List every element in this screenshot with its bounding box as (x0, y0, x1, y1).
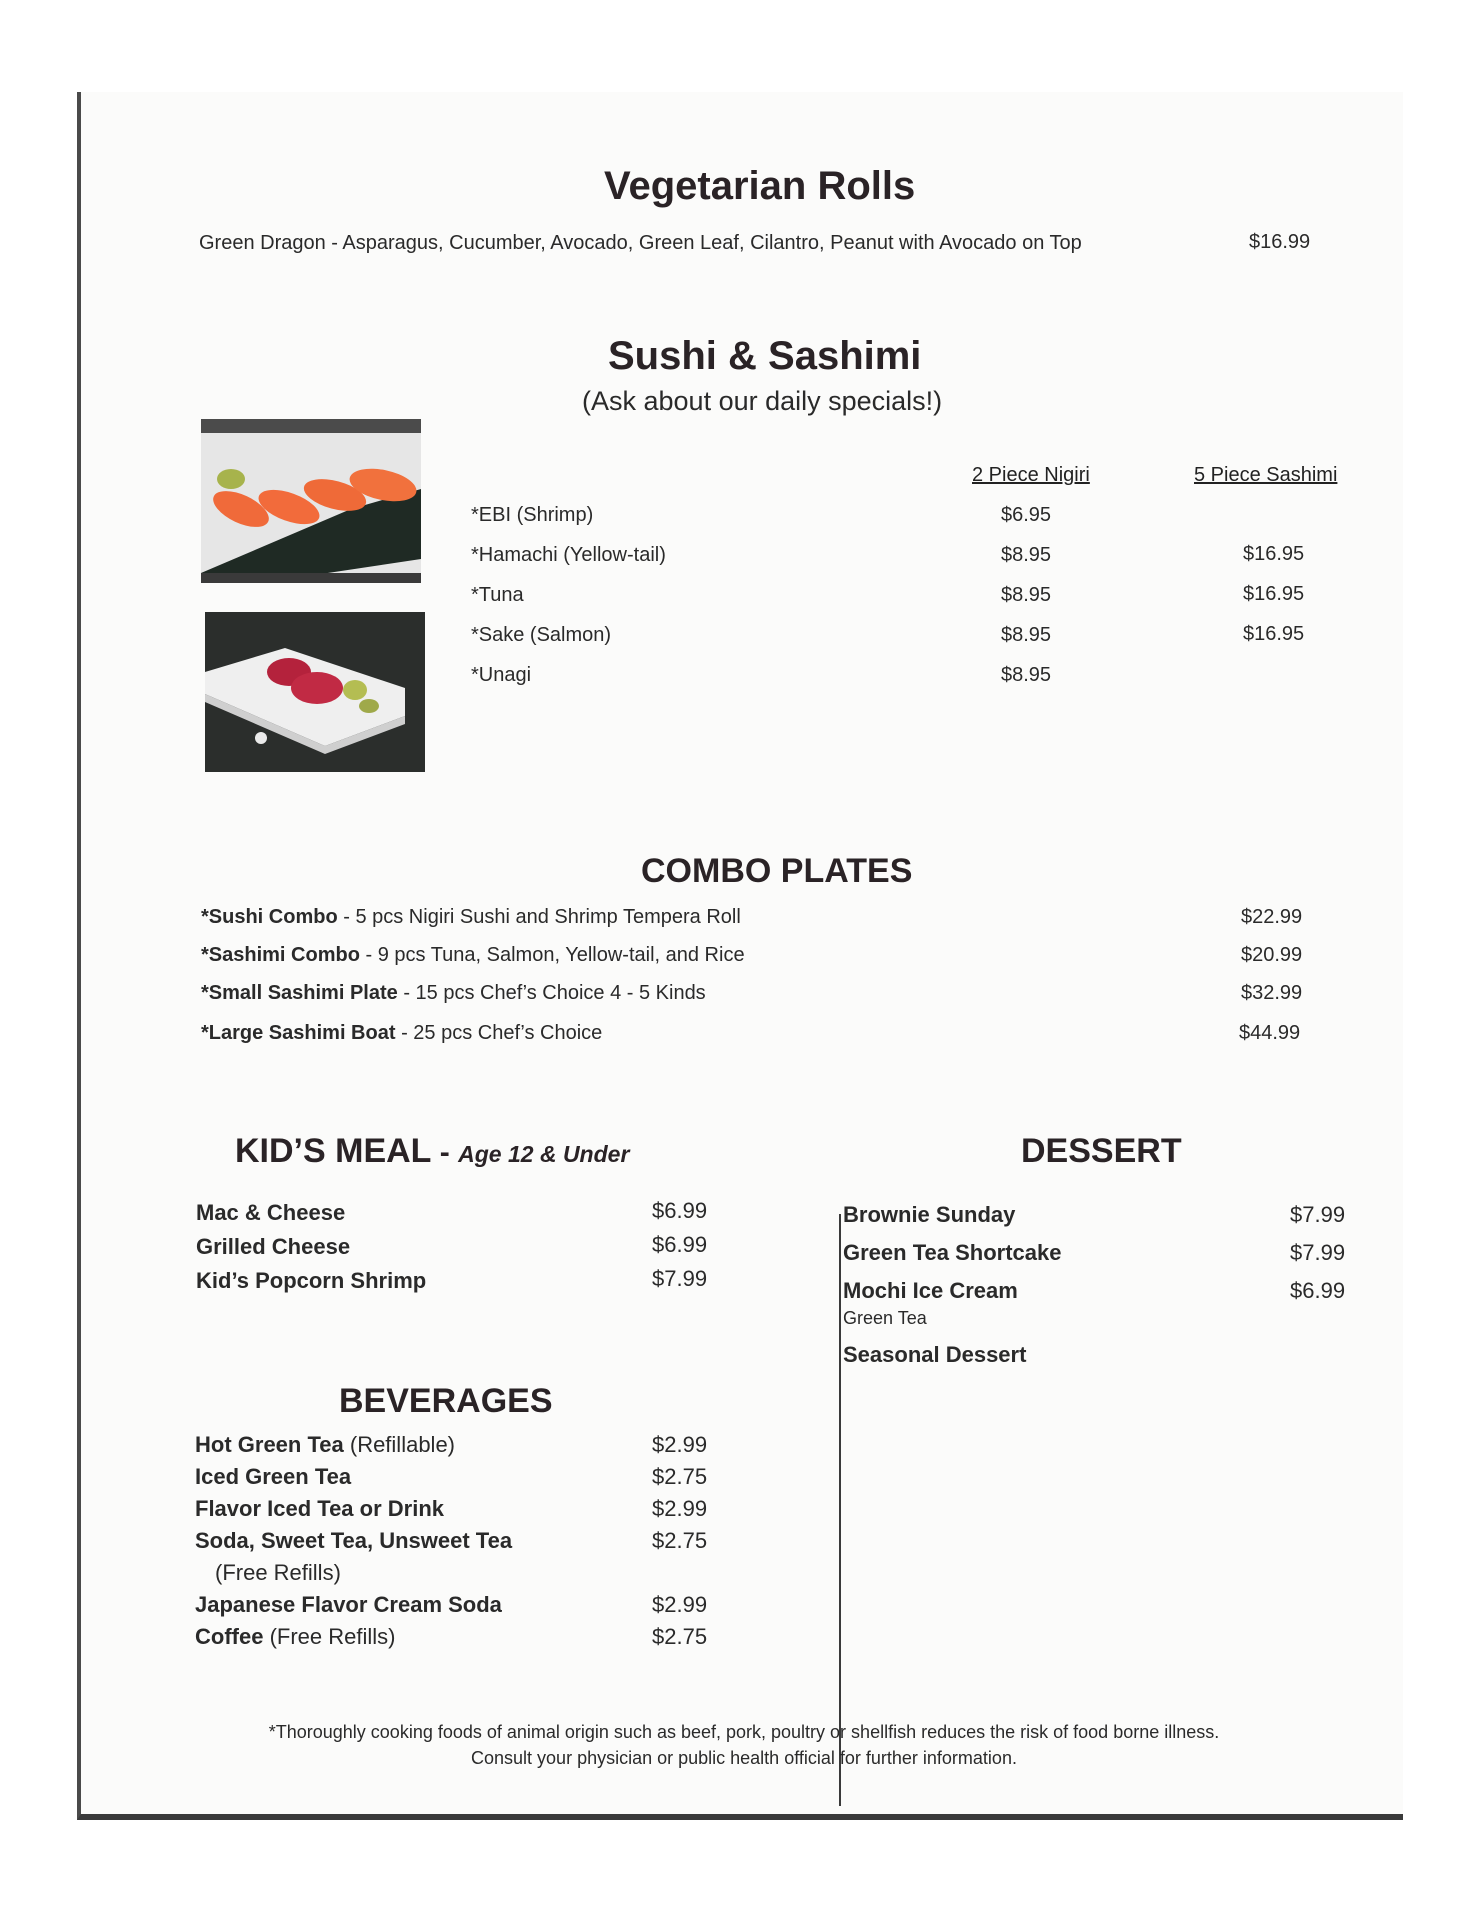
sushi-subtitle: (Ask about our daily specials!) (582, 386, 943, 416)
beverage-item-price: $2.75 (652, 1464, 708, 1489)
soda-refill-note: (Free Refills) (215, 1560, 341, 1585)
combo-item-name: *Small Sashimi Plate (201, 982, 398, 1004)
sushi-item-nigiri-price: $8.95 (1001, 544, 1052, 566)
kids-item-name: Kid’s Popcorn Shrimp (196, 1268, 427, 1293)
combo-item (201, 944, 745, 967)
sushi-item-nigiri-price: $8.95 (1001, 624, 1052, 646)
sushi-item-name: *Unagi (471, 664, 532, 686)
beverage-item-price: $2.75 (652, 1528, 708, 1553)
kids-subtitle: Age 12 & Under (458, 1141, 630, 1167)
dessert-item-price: $6.99 (1290, 1278, 1346, 1303)
beverage-item (195, 1464, 351, 1490)
sushi-item-nigiri-price: $8.95 (1001, 584, 1052, 606)
beverage-item-name: Japanese Flavor Cream Soda (195, 1592, 502, 1617)
combo-item-price: $20.99 (1241, 944, 1303, 966)
col-header-nigiri: 2 Piece Nigiri (972, 464, 1090, 486)
sushi-item-nigiri-price: $8.95 (1001, 664, 1052, 686)
combo-item-desc: - 9 pcs Tuna, Salmon, Yellow-tail, and Rice (359, 944, 745, 966)
beverages-title: BEVERAGES (339, 1382, 553, 1420)
dessert-item-price: $7.99 (1290, 1240, 1346, 1265)
sushi-item-name: *EBI (Shrimp) (471, 504, 594, 526)
combo-item-name: *Large Sashimi Boat (201, 1022, 396, 1044)
sushi-item-sashimi-price: $16.95 (1243, 583, 1305, 605)
beverage-item-price: $2.75 (652, 1624, 708, 1649)
sushi-item-sashimi-price: $16.95 (1243, 543, 1305, 565)
beverage-item-price: $2.99 (652, 1592, 708, 1617)
beverage-item-name: Iced Green Tea (195, 1464, 352, 1489)
combo-item (201, 1022, 602, 1045)
footer-disclaimer-2: Consult your physician or public health official for further information. (471, 1748, 1017, 1768)
beverage-item-price: $2.99 (652, 1432, 708, 1457)
sushi-item-name: *Tuna (471, 584, 524, 606)
combo-item-desc: - 15 pcs Chef’s Choice 4 - 5 Kinds (397, 982, 706, 1004)
green-dragon-price: $16.99 (1249, 231, 1311, 253)
beverage-item-name: Coffee (195, 1624, 264, 1649)
dessert-item-name: Mochi Ice Cream (843, 1278, 1018, 1303)
kids-dash: - (431, 1136, 459, 1169)
dessert-item-name: Seasonal Dessert (843, 1342, 1027, 1367)
combo-item (201, 906, 741, 929)
vegetarian-title: Vegetarian Rolls (604, 164, 916, 208)
col-header-sashimi: 5 Piece Sashimi (1194, 464, 1338, 486)
green-dragon-name: Green Dragon (199, 232, 326, 254)
combo-item-desc: - 5 pcs Nigiri Sushi and Shrimp Tempera Roll (337, 906, 741, 928)
combo-item (201, 982, 706, 1005)
combo-item-price: $32.99 (1241, 982, 1303, 1004)
combo-item-price: $44.99 (1239, 1022, 1301, 1044)
beverage-item-price: $2.99 (652, 1496, 708, 1521)
green-dragon-desc: - Asparagus, Cucumber, Avocado, Green Leaf, Cilantro, Peanut with Avocado on Top (325, 232, 1082, 254)
combo-item-name: *Sashimi Combo (201, 944, 360, 966)
beverage-item-name: Hot Green Tea (195, 1432, 344, 1457)
combo-title: COMBO PLATES (641, 852, 913, 890)
kids-item-price: $7.99 (652, 1266, 708, 1291)
beverage-item-name: Flavor Iced Tea or Drink (195, 1496, 445, 1521)
beverage-item (195, 1432, 455, 1458)
beverage-item (195, 1496, 444, 1522)
kids-title: KID’S MEAL (235, 1132, 432, 1170)
green-dragon-item (199, 232, 1082, 255)
kids-item-price: $6.99 (652, 1198, 708, 1223)
beverage-item-name: Soda, Sweet Tea, Unsweet Tea (195, 1528, 513, 1553)
beverage-item (195, 1624, 395, 1650)
beverage-item (195, 1592, 502, 1618)
nigiri-photo-1 (201, 419, 421, 583)
nigiri-photo-2 (205, 612, 425, 772)
kids-item-name: Grilled Cheese (196, 1234, 351, 1259)
sushi-item-name: *Hamachi (Yellow-tail) (471, 544, 666, 566)
mochi-flavor-note: Green Tea (843, 1308, 927, 1328)
dessert-title: DESSERT (1021, 1132, 1182, 1170)
kids-item-price: $6.99 (652, 1232, 708, 1257)
kids-heading (235, 1132, 629, 1171)
sushi-item-nigiri-price: $6.95 (1001, 504, 1052, 526)
dessert-item-name: Green Tea Shortcake (843, 1240, 1062, 1265)
kids-item-name: Mac & Cheese (196, 1200, 346, 1225)
sushi-title: Sushi & Sashimi (608, 334, 922, 378)
combo-item-name: *Sushi Combo (201, 906, 338, 928)
beverage-item (195, 1528, 512, 1554)
beverage-item-note: (Refillable) (343, 1432, 456, 1457)
combo-item-price: $22.99 (1241, 906, 1303, 928)
sushi-item-name: *Sake (Salmon) (471, 624, 612, 646)
dessert-item-price: $7.99 (1290, 1202, 1346, 1227)
footer-disclaimer-1: *Thoroughly cooking foods of animal origin such as beef, pork, poultry or shellfish reduces the risk of food borne illness. (268, 1722, 1220, 1742)
dessert-item-name: Brownie Sunday (843, 1202, 1016, 1227)
combo-item-desc: - 25 pcs Chef’s Choice (395, 1022, 603, 1044)
beverage-item-note: (Free Refills) (263, 1624, 396, 1649)
sushi-item-sashimi-price: $16.95 (1243, 623, 1305, 645)
menu-page (77, 92, 1403, 1820)
